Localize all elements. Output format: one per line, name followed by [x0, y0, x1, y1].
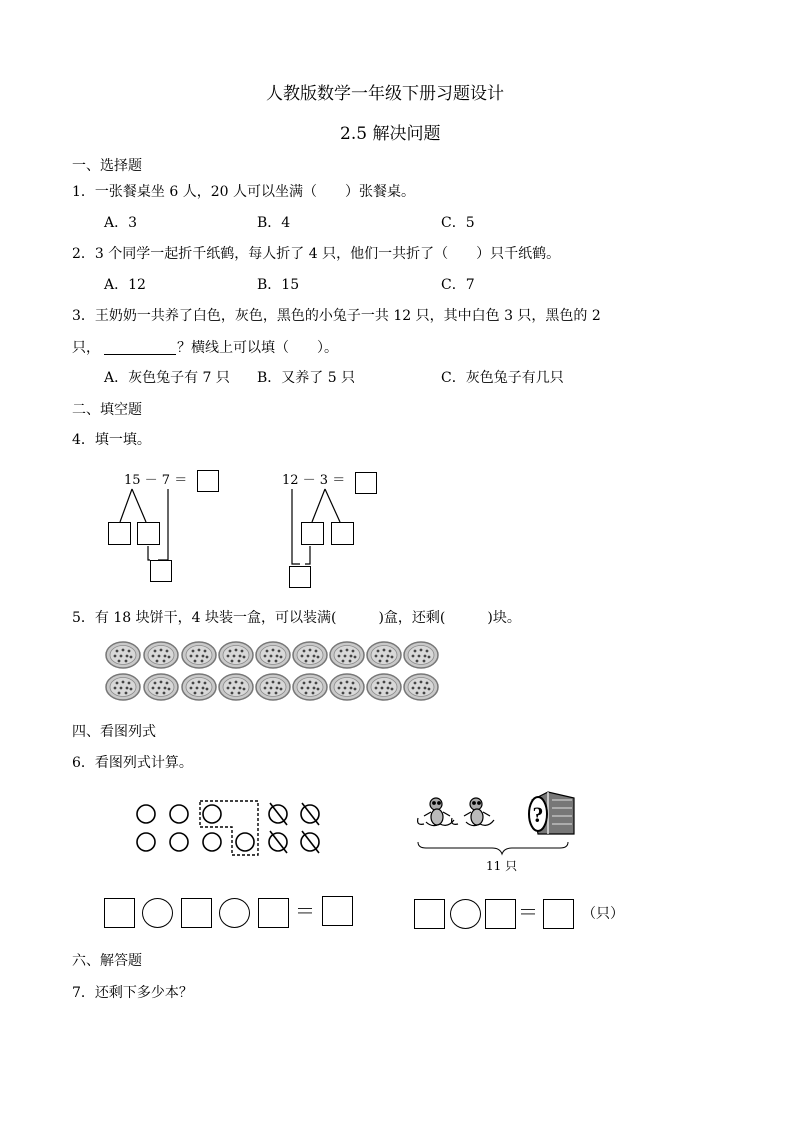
biscuit — [330, 674, 364, 700]
mouse-icon — [418, 798, 454, 826]
q4-answer-box-2[interactable] — [355, 472, 377, 494]
eq1-equals: ＝ — [295, 899, 315, 923]
question-2: 2．3 个同学一起折千纸鹤，每人折了 4 只，他们一共折了（ ）只千纸鹤。 — [72, 246, 561, 262]
question-7: 7．还剩下多少本？ — [72, 985, 193, 1001]
section-heading-fill: 二、填空题 — [72, 402, 142, 418]
q1-option-b: B．4 — [257, 215, 291, 231]
eq2-unit: （只） — [582, 906, 624, 922]
eq2-box-2[interactable] — [485, 899, 516, 929]
question-3-line2-start: 只， — [72, 340, 100, 356]
mouse-icon — [452, 798, 494, 826]
biscuit — [404, 642, 438, 668]
section-heading-answer: 六、解答题 — [72, 953, 142, 969]
page-title: 人教版数学一年级下册习题设计 — [266, 84, 504, 104]
q4-split-box-2b[interactable] — [331, 522, 354, 545]
eq2-operator-circle[interactable] — [450, 899, 481, 929]
section-heading-picture: 四、看图列式 — [72, 724, 156, 740]
eq2-box-1[interactable] — [414, 899, 445, 929]
eq1-result-box[interactable] — [322, 896, 353, 926]
biscuit — [256, 642, 290, 668]
q3-option-c: C．灰色兔子有几只 — [441, 370, 564, 386]
q1-option-c: C．5 — [441, 215, 475, 231]
page-subtitle: 2.5 解决问题 — [340, 124, 441, 144]
biscuit — [256, 674, 290, 700]
question-3-line1: 3．王奶奶一共养了白色，灰色，黑色的小兔子一共 12 只，其中白色 3 只，黑色的 2 — [72, 308, 601, 324]
eq1-operator-circle-2[interactable] — [219, 898, 250, 928]
eq1-box-2[interactable] — [181, 898, 212, 928]
question-6: 6．看图列式计算。 — [72, 755, 193, 771]
eq2-equals: ＝ — [518, 900, 538, 924]
biscuit — [293, 674, 327, 700]
biscuit — [144, 642, 178, 668]
question-5: 5．有 18 块饼干，4 块装一盒，可以装满( )盒，还剩( )块。 — [72, 610, 521, 626]
q3-option-a: A．灰色兔子有 7 只 — [104, 370, 230, 386]
question-4: 4．填一填。 — [72, 432, 151, 448]
biscuit — [367, 674, 401, 700]
eq2-result-box[interactable] — [543, 899, 574, 929]
q2-option-c: C．7 — [441, 277, 475, 293]
circles-picture — [130, 798, 330, 858]
biscuit — [219, 642, 253, 668]
question-1: 1．一张餐桌坐 6 人，20 人可以坐满（ ）张餐桌。 — [72, 184, 415, 200]
biscuit — [367, 642, 401, 668]
q4-split-box-1b[interactable] — [137, 522, 160, 545]
q4-split-box-2a[interactable] — [301, 522, 324, 545]
biscuit — [182, 642, 216, 668]
biscuit-grid — [100, 638, 445, 704]
eq1-box-3[interactable] — [258, 898, 289, 928]
biscuit — [182, 674, 216, 700]
q4-expression-1: 15 － 7 ＝ — [124, 473, 188, 488]
mice-house-picture — [412, 790, 582, 860]
q3-option-b: B．又养了 5 只 — [257, 370, 356, 386]
q4-expression-2: 12 － 3 ＝ — [282, 473, 346, 488]
question-mark: ? — [532, 802, 544, 827]
q2-option-b: B．15 — [257, 277, 300, 293]
eq1-operator-circle-1[interactable] — [142, 898, 173, 928]
q4-step-box-2[interactable] — [289, 566, 311, 588]
bracket-label: 11 只 — [486, 859, 518, 873]
biscuit — [293, 642, 327, 668]
eq1-box-1[interactable] — [104, 898, 135, 928]
section-heading-choice: 一、选择题 — [72, 158, 142, 174]
q4-split-box-1a[interactable] — [108, 522, 131, 545]
q2-option-a: A．12 — [104, 277, 146, 293]
biscuit — [404, 674, 438, 700]
biscuit — [106, 642, 140, 668]
q1-option-a: A．3 — [104, 215, 138, 231]
biscuit — [330, 642, 364, 668]
biscuit — [219, 674, 253, 700]
biscuit — [144, 674, 178, 700]
question-3-line2-end: ？横线上可以填（ ）。 — [177, 340, 338, 356]
q4-step-box-1[interactable] — [150, 560, 172, 582]
biscuit — [106, 674, 140, 700]
